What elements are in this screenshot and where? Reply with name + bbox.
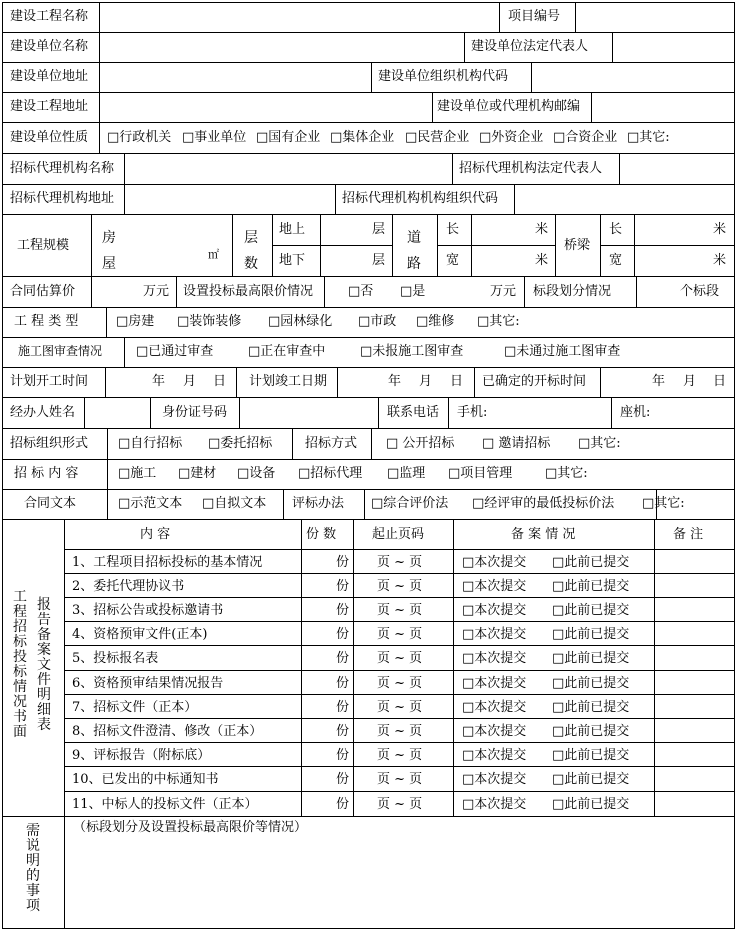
- rule: [176, 276, 177, 308]
- type-option[interactable]: □园林绿化: [268, 314, 333, 329]
- rule: [107, 459, 108, 490]
- type-option[interactable]: □装饰装修: [177, 314, 242, 329]
- rule: [91, 214, 92, 277]
- bid-method-label: 招标方式: [305, 436, 358, 451]
- detail-item-label: 2、委托代理协议书: [72, 579, 185, 594]
- rule: [2, 397, 735, 398]
- sections-label: 标段划分情况: [533, 284, 612, 299]
- floor-unit: 层: [372, 253, 386, 268]
- copy-unit: 份: [336, 676, 350, 691]
- below-ground-label: 地下: [279, 253, 306, 268]
- header-remark: 备 注: [673, 527, 704, 542]
- rule: [239, 397, 240, 429]
- rule: [2, 337, 735, 338]
- detail-side-title: 工程招标投标情况书面: [13, 589, 27, 740]
- month-unit: 月: [183, 374, 197, 389]
- rule: [124, 184, 125, 215]
- rule: [514, 184, 515, 215]
- start-date-label: 计划开工时间: [10, 374, 89, 389]
- rule: [619, 153, 620, 185]
- copy-unit: 份: [336, 603, 350, 618]
- ceiling-no-option[interactable]: □否: [348, 284, 374, 299]
- rule: [353, 519, 354, 817]
- rule: [499, 2, 500, 33]
- nature-option[interactable]: □国有企业: [256, 130, 321, 145]
- end-date-label: 计划竣工日期: [249, 374, 328, 389]
- rule: [99, 92, 100, 123]
- ceiling-yes-option[interactable]: □是: [400, 284, 426, 299]
- rule: [555, 214, 556, 277]
- other-bid-option[interactable]: □其它:: [578, 436, 621, 451]
- bid-content-label: 招 标 内 容: [14, 466, 79, 481]
- above-ground-label: 地上: [279, 222, 306, 237]
- rule: [107, 489, 108, 520]
- rule: [292, 428, 293, 460]
- submitted-before-option[interactable]: □此前已提交: [552, 603, 630, 618]
- submit-now-option[interactable]: □本次提交: [462, 724, 527, 739]
- submitted-before-option[interactable]: □此前已提交: [552, 700, 630, 715]
- rule: [611, 397, 612, 429]
- house-label: 房屋: [102, 230, 116, 272]
- detail-item-label: 7、招标文件（正本）: [72, 700, 198, 715]
- rule: [2, 367, 735, 368]
- notes-text: （标段划分及设置投标最高限价等情况）: [73, 820, 308, 835]
- rule: [105, 367, 106, 398]
- bid-form-label: 招标组织形式: [10, 436, 89, 451]
- detail-side-subtitle: 报告备案文件明细表: [37, 597, 51, 733]
- handler-label: 经办人姓名: [10, 405, 76, 420]
- rule: [371, 428, 372, 460]
- month-unit: 月: [683, 374, 697, 389]
- self-text-option[interactable]: □自拟文本: [202, 496, 267, 511]
- rule: [283, 489, 284, 520]
- nature-option[interactable]: □集体企业: [330, 130, 395, 145]
- bid-content-option[interactable]: □项目管理: [448, 466, 513, 481]
- rule: [600, 367, 601, 398]
- rule: [64, 670, 735, 671]
- detail-item-label: 11、中标人的投标文件（正本）: [72, 797, 258, 812]
- rule: [636, 276, 637, 308]
- rule: [524, 276, 525, 308]
- bid-content-option[interactable]: □建材: [178, 466, 217, 481]
- comprehensive-option[interactable]: □综合评价法: [371, 496, 449, 511]
- bid-content-option[interactable]: □招标代理: [298, 466, 363, 481]
- road-length-label: 长: [446, 222, 460, 237]
- page-range: 页 ~ 页: [377, 627, 423, 642]
- rule: [2, 459, 735, 460]
- rule: [531, 62, 532, 93]
- page-range: 页 ~ 页: [377, 651, 423, 666]
- rule: [124, 153, 125, 185]
- review-label: 施工图审查情况: [18, 344, 103, 358]
- meter-unit: 米: [535, 222, 549, 237]
- copy-unit: 份: [336, 772, 350, 787]
- type-option[interactable]: □房建: [116, 314, 155, 329]
- rule: [64, 766, 735, 767]
- rule: [432, 92, 433, 123]
- project-name-label: 建设工程名称: [10, 9, 89, 24]
- type-option[interactable]: □其它:: [477, 314, 520, 329]
- copy-unit: 份: [336, 748, 350, 763]
- review-option[interactable]: □未通过施工图审查: [504, 344, 621, 359]
- review-option[interactable]: □正在审查中: [248, 344, 326, 359]
- project-addr-label: 建设工程地址: [10, 99, 89, 114]
- submit-now-option[interactable]: □本次提交: [462, 772, 527, 787]
- header-content: 内 容: [140, 527, 171, 542]
- rule: [64, 573, 735, 574]
- rule: [99, 62, 100, 93]
- rule: [272, 214, 273, 277]
- nature-label: 建设单位性质: [10, 130, 89, 145]
- rule: [2, 519, 735, 520]
- bid-content-option[interactable]: □施工: [118, 466, 157, 481]
- nature-option[interactable]: □合资企业: [553, 130, 618, 145]
- submitted-before-option[interactable]: □此前已提交: [552, 627, 630, 642]
- estimate-unit: 万元: [143, 284, 170, 299]
- project-no-label: 项目编号: [508, 9, 561, 24]
- submit-now-option[interactable]: □本次提交: [462, 651, 527, 666]
- rule: [64, 597, 735, 598]
- nature-option[interactable]: □行政机关: [107, 130, 172, 145]
- submitted-before-option[interactable]: □此前已提交: [552, 651, 630, 666]
- rule: [64, 742, 735, 743]
- rule: [107, 428, 108, 460]
- rule: [471, 214, 472, 277]
- submitted-before-option[interactable]: □此前已提交: [552, 579, 630, 594]
- page-range: 页 ~ 页: [377, 555, 423, 570]
- year-unit: 年: [388, 374, 402, 389]
- rule: [378, 397, 379, 429]
- detail-item-label: 5、投标报名表: [72, 651, 159, 666]
- rule: [2, 928, 735, 929]
- agency-name-label: 招标代理机构名称: [10, 161, 115, 176]
- postcode-label: 建设单位或代理机构邮编: [437, 99, 581, 114]
- detail-item-label: 10、已发出的中标通知书: [72, 772, 219, 787]
- submitted-before-option[interactable]: □此前已提交: [552, 555, 630, 570]
- header-status: 备 案 情 况: [511, 527, 576, 542]
- phone-label: 联系电话: [387, 405, 440, 420]
- type-option[interactable]: □市政: [358, 314, 397, 329]
- notes-label: 需说明的事项: [26, 823, 40, 914]
- submit-now-option[interactable]: □本次提交: [462, 627, 527, 642]
- month-unit: 月: [419, 374, 433, 389]
- landline-label: 座机:: [620, 405, 651, 420]
- bridge-width-label: 宽: [609, 253, 623, 268]
- road-width-label: 宽: [446, 253, 460, 268]
- day-unit: 日: [713, 374, 727, 389]
- review-option[interactable]: □未报施工图审查: [360, 344, 464, 359]
- copy-unit: 份: [336, 579, 350, 594]
- rule: [99, 2, 100, 33]
- rule: [301, 519, 302, 817]
- copy-unit: 份: [336, 724, 350, 739]
- rule: [452, 153, 453, 185]
- rule: [64, 645, 735, 646]
- submitted-before-option[interactable]: □此前已提交: [552, 772, 630, 787]
- rule: [272, 245, 392, 246]
- copy-unit: 份: [336, 651, 350, 666]
- page-range: 页 ~ 页: [377, 700, 423, 715]
- page-range: 页 ~ 页: [377, 579, 423, 594]
- rule: [64, 791, 735, 792]
- header-copies: 份 数: [306, 527, 337, 542]
- submit-now-option[interactable]: □本次提交: [462, 797, 527, 812]
- copy-unit: 份: [336, 700, 350, 715]
- ceiling-label: 设置投标最高限价情况: [183, 284, 314, 299]
- floor-unit: 层: [372, 222, 386, 237]
- self-bid-option[interactable]: □自行招标: [118, 436, 183, 451]
- submit-now-option[interactable]: □本次提交: [462, 579, 527, 594]
- rule: [99, 122, 100, 154]
- detail-item-label: 1、工程项目招标投标的基本情况: [72, 555, 263, 570]
- detail-item-label: 4、资格预审文件(正本): [72, 627, 208, 642]
- model-text-option[interactable]: □示范文本: [118, 496, 183, 511]
- submit-now-option[interactable]: □本次提交: [462, 603, 527, 618]
- submitted-before-option[interactable]: □此前已提交: [552, 676, 630, 691]
- unit-org-code-label: 建设单位组织机构代码: [378, 69, 509, 84]
- submit-now-option[interactable]: □本次提交: [462, 748, 527, 763]
- rule: [99, 32, 100, 63]
- page-range: 页 ~ 页: [377, 748, 423, 763]
- agency-addr-label: 招标代理机构地址: [10, 191, 115, 206]
- rule: [734, 2, 735, 929]
- rule: [84, 397, 85, 429]
- page-range: 页 ~ 页: [377, 772, 423, 787]
- rule: [474, 367, 475, 398]
- bridge-label: 桥梁: [564, 238, 591, 253]
- meter-unit: 米: [713, 253, 727, 268]
- rule: [2, 307, 735, 308]
- invite-bid-option[interactable]: □ 邀请招标: [482, 436, 551, 451]
- rule: [320, 214, 321, 277]
- rule: [2, 92, 735, 93]
- rule: [591, 92, 592, 123]
- eval-method-label: 评标办法: [292, 496, 345, 511]
- rule: [437, 214, 438, 277]
- page-range: 页 ~ 页: [377, 603, 423, 618]
- open-bid-option[interactable]: □ 公开招标: [386, 436, 455, 451]
- lowest-price-option[interactable]: □经评审的最低投标价法: [472, 496, 615, 511]
- rule: [232, 214, 233, 277]
- agency-org-code-label: 招标代理机构机构组织代码: [342, 191, 499, 206]
- rule: [2, 184, 735, 185]
- unit-rep-label: 建设单位法定代表人: [471, 39, 589, 54]
- rule: [64, 694, 735, 695]
- rule: [448, 397, 449, 429]
- submitted-before-option[interactable]: □此前已提交: [552, 724, 630, 739]
- sqm-unit: ㎡: [208, 248, 219, 261]
- copy-unit: 份: [336, 627, 350, 642]
- detail-item-label: 3、招标公告或投标邀请书: [72, 603, 224, 618]
- rule: [634, 214, 635, 277]
- page-range: 页 ~ 页: [377, 724, 423, 739]
- unit-name-label: 建设单位名称: [10, 39, 89, 54]
- rule: [324, 276, 325, 308]
- nature-option[interactable]: □民营企业: [405, 130, 470, 145]
- detail-item-label: 6、资格预审结果情况报告: [72, 676, 224, 691]
- floors-label: 层数: [244, 230, 258, 272]
- detail-item-label: 9、评标报告（附标底）: [72, 748, 211, 763]
- unit-addr-label: 建设单位地址: [10, 69, 89, 84]
- rule: [2, 214, 735, 215]
- rule: [335, 184, 336, 215]
- rule: [124, 337, 125, 368]
- sections-unit: 个标段: [680, 284, 720, 299]
- rule: [2, 489, 735, 490]
- scale-label: 工程规模: [17, 238, 70, 253]
- estimate-label: 合同估算价: [10, 284, 76, 299]
- rule: [2, 816, 735, 817]
- rule: [2, 2, 735, 3]
- rule: [2, 62, 735, 63]
- day-unit: 日: [213, 374, 227, 389]
- rule: [64, 621, 735, 622]
- rule: [2, 122, 735, 123]
- copy-unit: 份: [336, 555, 350, 570]
- copy-unit: 份: [336, 797, 350, 812]
- page-range: 页 ~ 页: [377, 797, 423, 812]
- year-unit: 年: [152, 374, 166, 389]
- agency-rep-label: 招标代理机构法定代表人: [459, 161, 603, 176]
- other-eval-option[interactable]: □其它:: [642, 496, 685, 511]
- rule: [106, 307, 107, 338]
- rule: [236, 367, 237, 398]
- rule: [654, 519, 655, 817]
- road-label: 道路: [407, 230, 421, 272]
- bid-content-option[interactable]: □设备: [237, 466, 276, 481]
- entrust-bid-option[interactable]: □委托招标: [208, 436, 273, 451]
- bid-content-option[interactable]: □监理: [387, 466, 426, 481]
- day-unit: 日: [450, 374, 464, 389]
- submitted-before-option[interactable]: □此前已提交: [552, 748, 630, 763]
- rule: [2, 32, 735, 33]
- rule: [64, 519, 65, 929]
- rule: [91, 276, 92, 308]
- rule: [337, 367, 338, 398]
- rule: [575, 2, 576, 33]
- rule: [2, 428, 735, 429]
- ceiling-unit: 万元: [490, 284, 517, 299]
- rule: [464, 32, 465, 63]
- submitted-before-option[interactable]: □此前已提交: [552, 797, 630, 812]
- id-label: 身份证号码: [162, 405, 228, 420]
- rule: [150, 397, 151, 429]
- rule: [600, 245, 735, 246]
- submit-now-option[interactable]: □本次提交: [462, 555, 527, 570]
- type-label: 工 程 类 型: [14, 314, 79, 329]
- page-range: 页 ~ 页: [377, 676, 423, 691]
- bridge-length-label: 长: [609, 222, 623, 237]
- bid-open-label: 已确定的开标时间: [482, 374, 587, 389]
- meter-unit: 米: [535, 253, 549, 268]
- rule: [437, 245, 555, 246]
- review-option[interactable]: □已通过审查: [136, 344, 214, 359]
- rule: [2, 153, 735, 154]
- rule: [64, 549, 735, 550]
- rule: [392, 214, 393, 277]
- rule: [2, 2, 3, 929]
- rule: [612, 32, 613, 63]
- contract-label: 合同文本: [24, 496, 77, 511]
- rule: [64, 718, 735, 719]
- submit-now-option[interactable]: □本次提交: [462, 700, 527, 715]
- rule: [600, 214, 601, 277]
- bid-content-option[interactable]: □其它:: [545, 466, 588, 481]
- header-pages: 起止页码: [372, 527, 425, 542]
- rule: [453, 519, 454, 817]
- submit-now-option[interactable]: □本次提交: [462, 676, 527, 691]
- nature-option[interactable]: □外资企业: [479, 130, 544, 145]
- rule: [371, 62, 372, 93]
- rule: [364, 489, 365, 520]
- year-unit: 年: [652, 374, 666, 389]
- type-option[interactable]: □维修: [416, 314, 455, 329]
- nature-option[interactable]: □事业单位: [182, 130, 247, 145]
- mobile-label: 手机:: [457, 405, 488, 420]
- nature-option[interactable]: □其它:: [627, 130, 670, 145]
- meter-unit: 米: [713, 222, 727, 237]
- detail-item-label: 8、招标文件澄清、修改（正本）: [72, 724, 263, 739]
